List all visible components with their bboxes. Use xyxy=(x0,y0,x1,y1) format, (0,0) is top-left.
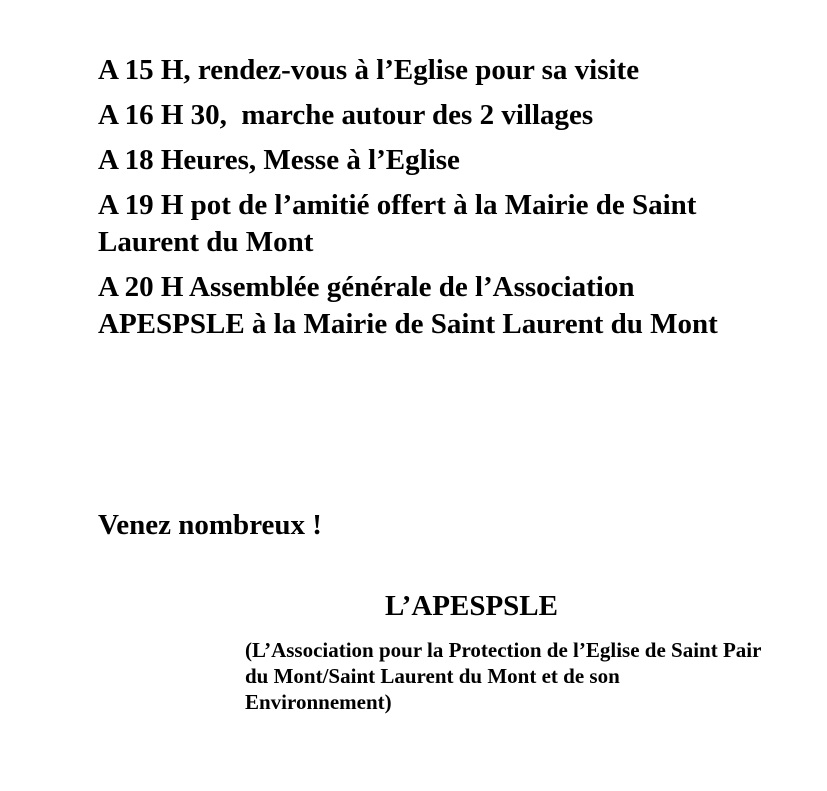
program-item-20h: A 20 H Assemblée générale de l’Association APESPSLE à la Mairie de Saint Laurent du Mont xyxy=(98,271,718,340)
call-to-action: Venez nombreux ! xyxy=(98,509,322,541)
program-list xyxy=(98,52,758,351)
program-item-18h: A 18 Heures, Messe à l’Eglise xyxy=(98,144,460,176)
program-item-19h: A 19 H pot de l’amitié offert à la Mairie de Saint Laurent du Mont xyxy=(98,189,704,258)
program-item-15h: A 15 H, rendez-vous à l’Eglise pour sa visite xyxy=(98,54,640,86)
signature-name: L’APESPSLE xyxy=(385,590,558,622)
signature-full-name: (L’Association pour la Protection de l’Eglise de Saint Pair du Mont/Saint Laurent du Mont et de son Environnement) xyxy=(245,638,762,714)
program-item-16h30: A 16 H 30, marche autour des 2 villages xyxy=(98,99,594,131)
